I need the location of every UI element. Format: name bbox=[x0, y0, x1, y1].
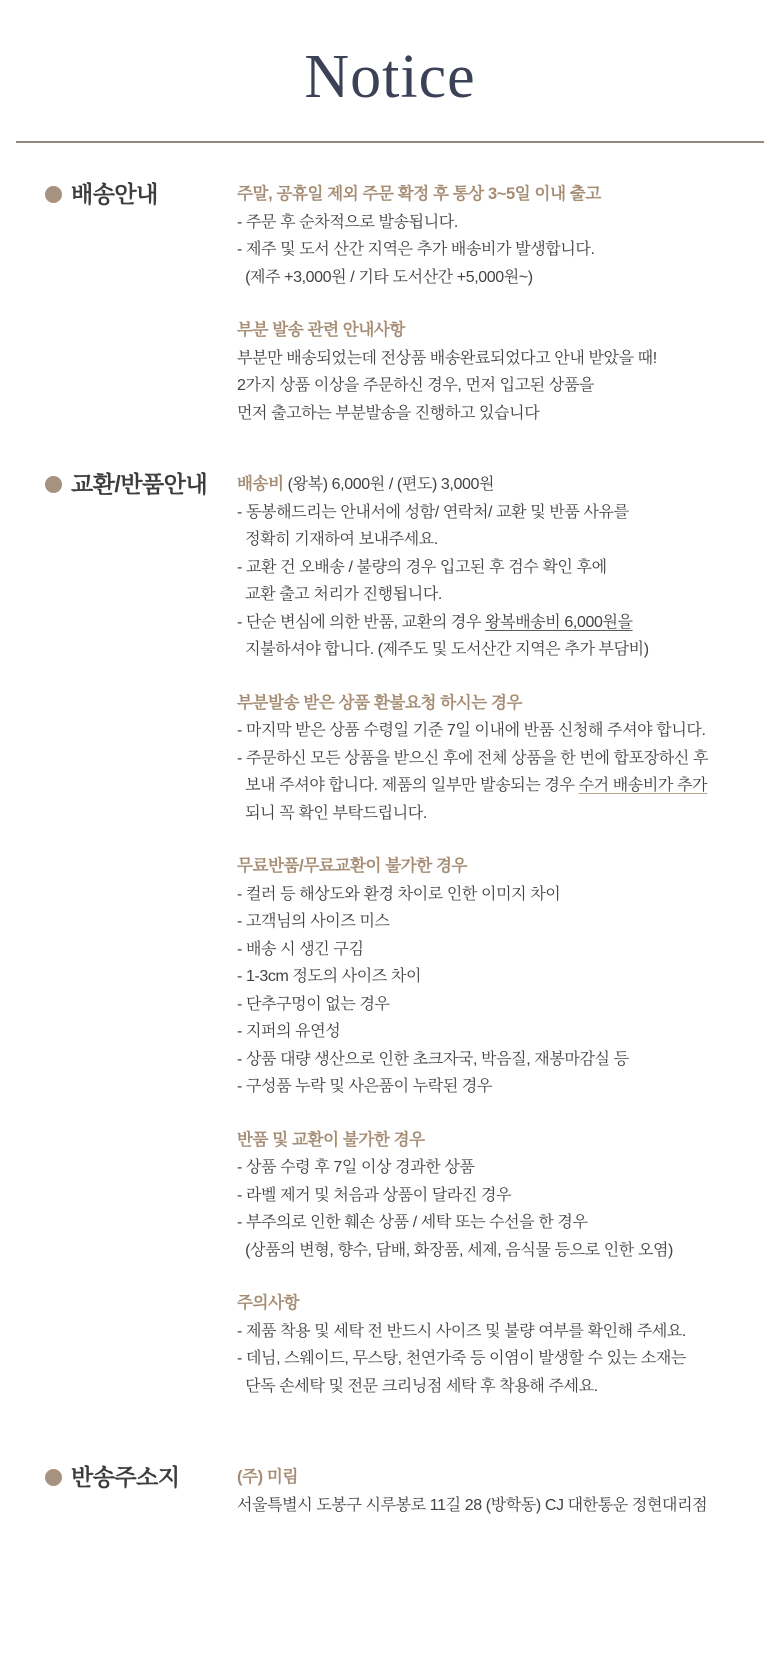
text-line: - 라벨 제거 및 처음과 상품이 달라진 경우 bbox=[237, 1186, 512, 1204]
text-line: - 컬러 등 해상도와 환경 차이로 인한 이미지 차이 bbox=[237, 885, 561, 903]
block-title: 반품 및 교환이 불가한 경우 bbox=[237, 1130, 425, 1149]
bullet-icon bbox=[45, 186, 62, 203]
text-line: 교환 출고 처리가 진행됩니다. bbox=[237, 586, 442, 603]
text-line: - 상품 수령 후 7일 이상 경과한 상품 bbox=[237, 1159, 475, 1176]
section-exchange-return-info bbox=[45, 471, 766, 1400]
section-heading: 반송주소지 bbox=[71, 1464, 180, 1490]
block-title: (주) 미림 bbox=[237, 1468, 298, 1486]
page-title: Notice bbox=[304, 43, 476, 111]
text-line: 먼저 출고하는 부분발송을 진행하고 있습니다 bbox=[237, 404, 540, 422]
content-block bbox=[237, 181, 766, 291]
section-label bbox=[45, 471, 237, 498]
text-line: - 마지막 받은 상품 수령일 기준 7일 이내에 반품 신청해 주셔야 합니다. bbox=[237, 722, 706, 739]
text-line: 서울특별시 도봉구 시루봉로 11길 28 (방학동) CJ 대한통운 정현대리점 bbox=[237, 1496, 708, 1514]
text-line: - 1-3cm 정도의 사이즈 차이 bbox=[237, 968, 422, 985]
text-line: - 제품 착용 및 세탁 전 반드시 사이즈 및 불량 여부를 확인해 주세요. bbox=[237, 1322, 686, 1340]
section-heading: 교환/반품안내 bbox=[71, 471, 208, 497]
text-line: - 주문 후 순차적으로 발송됩니다. bbox=[237, 213, 458, 231]
text-line: 되니 꼭 확인 부탁드립니다. bbox=[237, 804, 427, 822]
text-segment: (왕복) 6,000원 / (편도) 3,000원 bbox=[283, 476, 495, 493]
section-label bbox=[45, 181, 237, 208]
text-line: - 부주의로 인한 훼손 상품 / 세탁 또는 수선을 한 경우 bbox=[237, 1214, 588, 1231]
text-line: - 지퍼의 유연성 bbox=[237, 1023, 341, 1040]
block-title: 주의사항 bbox=[237, 1294, 300, 1312]
block-title: 무료반품/무료교환이 불가한 경우 bbox=[237, 857, 468, 875]
text-line: 단독 손세탁 및 전문 크리닝점 세탁 후 착용해 주세요. bbox=[237, 1377, 598, 1395]
text-segment: 보내 주셔야 합니다. 제품의 일부만 발송되는 경우 bbox=[237, 777, 579, 794]
text-line: (제주 +3,000원 / 기타 도서산간 +5,000원~) bbox=[237, 268, 533, 286]
bullet-icon bbox=[45, 476, 62, 493]
text-line bbox=[237, 471, 766, 499]
text-line: - 데님, 스웨이드, 무스탕, 천연가죽 등 이염이 발생할 수 있는 소재는 bbox=[237, 1350, 686, 1367]
text-line: - 고객님의 사이즈 미스 bbox=[237, 913, 390, 930]
content-block bbox=[237, 1290, 766, 1400]
content-block bbox=[237, 317, 766, 427]
content-block bbox=[237, 690, 766, 828]
text-line: 지불하셔야 합니다. (제주도 및 도서산간 지역은 추가 부담비) bbox=[237, 641, 649, 658]
underlined-text: 왕복배송비 6,000원을 bbox=[485, 613, 633, 631]
text-line: - 동봉해드리는 안내서에 성함/ 연락처/ 교환 및 반품 사유를 bbox=[237, 503, 629, 521]
section-body bbox=[237, 181, 766, 427]
text-line: 부분만 배송되었는데 전상품 배송완료되었다고 안내 받았을 때! bbox=[237, 349, 657, 367]
text-line: - 구성품 누락 및 사은품이 누락된 경우 bbox=[237, 1078, 493, 1095]
text-line: - 제주 및 도서 산간 지역은 추가 배송비가 발생합니다. bbox=[237, 241, 595, 258]
bullet-icon bbox=[45, 1469, 62, 1486]
text-line: - 교환 건 오배송 / 불량의 경우 입고된 후 검수 확인 후에 bbox=[237, 558, 607, 576]
block-title: 주말, 공휴일 제외 주문 확정 후 통상 3~5일 이내 출고 bbox=[237, 185, 601, 203]
section-label bbox=[45, 1464, 237, 1491]
section-return-address bbox=[45, 1464, 766, 1519]
text-line: 2가지 상품 이상을 주문하신 경우, 먼저 입고된 상품을 bbox=[237, 377, 595, 394]
text-segment: 배송비 bbox=[237, 475, 284, 493]
block-title: 부분발송 받은 상품 환불요청 하시는 경우 bbox=[237, 693, 523, 712]
section-shipping-info bbox=[45, 181, 766, 427]
content-block bbox=[237, 853, 766, 1101]
block-title: 부분 발송 관련 안내사항 bbox=[237, 321, 405, 339]
text-line bbox=[237, 609, 766, 637]
content-block bbox=[237, 1464, 766, 1519]
text-line: - 배송 시 생긴 구김 bbox=[237, 940, 364, 958]
content-block bbox=[237, 471, 766, 664]
underlined-text: 수거 배송비가 추가 bbox=[578, 777, 708, 794]
text-line: 정확히 기재하여 보내주세요. bbox=[237, 531, 438, 548]
text-segment: - 단순 변심에 의한 반품, 교환의 경우 bbox=[237, 613, 486, 631]
text-line: - 주문하신 모든 상품을 받으신 후에 전체 상품을 한 번에 합포장하신 후 bbox=[237, 749, 708, 767]
text-line: - 상품 대량 생산으로 인한 초크자국, 박음질, 재봉마감실 등 bbox=[237, 1050, 629, 1068]
text-line: (상품의 변형, 향수, 담배, 화장품, 세제, 음식물 등으로 인한 오염) bbox=[237, 1241, 673, 1259]
text-line bbox=[237, 772, 766, 800]
section-heading: 배송안내 bbox=[71, 181, 158, 207]
section-body bbox=[237, 471, 766, 1400]
section-body bbox=[237, 1464, 766, 1519]
content-block bbox=[237, 1127, 766, 1265]
sections-container bbox=[0, 143, 780, 1519]
text-line: - 단추구멍이 없는 경우 bbox=[237, 995, 390, 1013]
